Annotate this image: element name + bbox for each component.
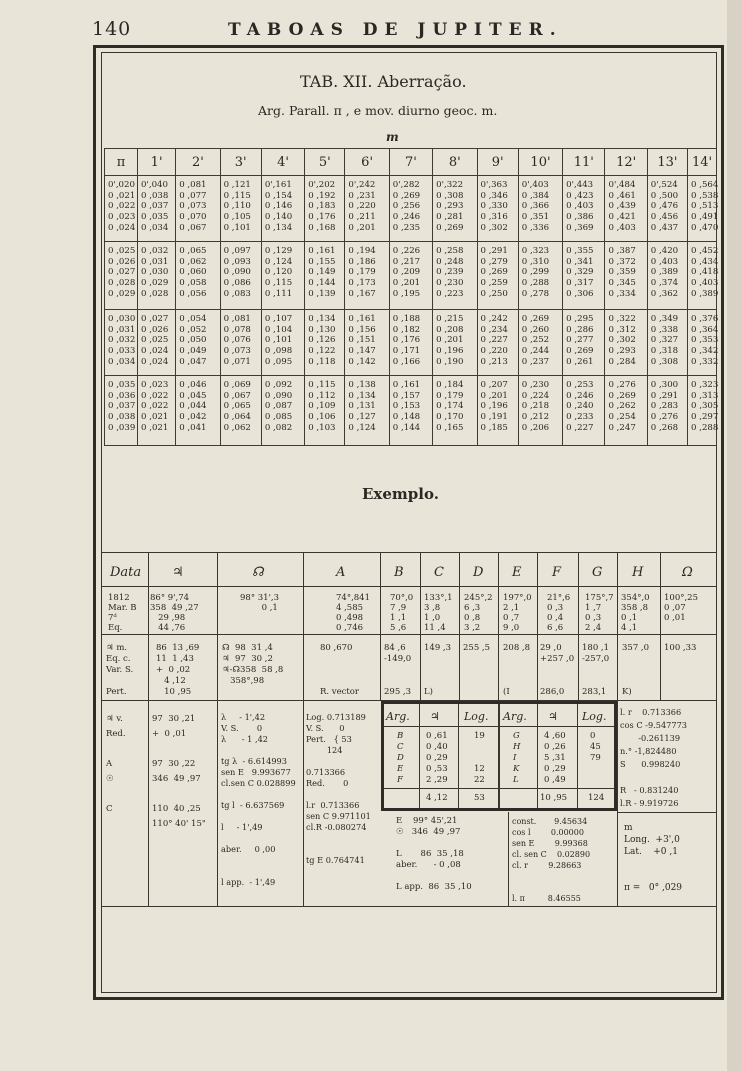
header-cell-7: 7' bbox=[389, 149, 432, 176]
table-cell: 0 ,161 0 ,157 0 ,153 0 ,148 0 ,144 bbox=[389, 376, 432, 446]
row2-e: 208 ,8 (I bbox=[503, 643, 531, 697]
table-cell: 0 ,253 0 ,246 0 ,240 0 ,233 0 ,227 bbox=[563, 376, 605, 446]
box-sum-log-right: 124 bbox=[588, 793, 605, 803]
row2-b: 84 ,6 -149,0 295 ,3 bbox=[384, 643, 412, 697]
table-cell: 0',242 0 ,231 0 ,220 0 ,211 0 ,201 bbox=[345, 176, 389, 242]
arg-box-v2 bbox=[458, 704, 459, 808]
table-cell: 0',322 0 ,308 0 ,293 0 ,281 0 ,269 bbox=[433, 176, 477, 242]
table-cell: 0 ,054 0 ,052 0 ,050 0 ,049 0 ,047 bbox=[176, 310, 220, 376]
table-cell: 0 ,115 0 ,112 0 ,109 0 ,106 0 ,103 bbox=[305, 376, 345, 446]
col-jupiter: ♃ bbox=[172, 565, 184, 580]
right-column-block: l. r 0.713366 cos C -9.547773 -0.261139 n.° -1,824480 S 0.998240 R - 0.831240 l.R - 9.919726 bbox=[620, 707, 688, 808]
row1-g: 175°,7 1 ,7 0 ,3 2 ,4 bbox=[585, 593, 614, 633]
table-cell: 0 ,069 0 ,067 0 ,065 0 ,064 0 ,062 bbox=[220, 376, 261, 446]
table-cell: 0 ,161 0 ,156 0 ,151 0 ,147 0 ,142 bbox=[345, 310, 389, 376]
arg-box-v1 bbox=[419, 704, 420, 808]
table-cell: 0 ,030 0 ,031 0 ,032 0 ,033 0 ,034 bbox=[105, 310, 138, 376]
header-cell-6: 6' bbox=[345, 149, 389, 176]
row1-e: 197°,0 2 ,1 0 ,7 9 ,0 bbox=[503, 593, 532, 633]
row2-d: 255 ,5 bbox=[463, 643, 491, 653]
row3-jupiter: 97 30 ,21 + 0 ,01 97 30 ,22 346 49 ,97 110 40 ,25 110° 40' 15" bbox=[152, 714, 206, 829]
table-cell: 0 ,420 0 ,403 0 ,389 0 ,374 0 ,362 bbox=[647, 242, 687, 310]
table-cell: 0 ,323 0 ,313 0 ,305 0 ,297 0 ,288 bbox=[688, 376, 717, 446]
table-cell: 0',161 0 ,154 0 ,146 0 ,140 0 ,134 bbox=[261, 176, 304, 242]
col-node: ☊ bbox=[252, 565, 264, 580]
row1-f: 21°,6 0 ,3 0 ,4 6 ,6 bbox=[547, 593, 571, 633]
row1-a: 74°,841 4 ,585 0 ,498 0 ,746 bbox=[336, 593, 370, 633]
table-cell: 0',020 0 ,021 0 ,022 0 ,023 0 ,024 bbox=[105, 176, 138, 242]
row2-labels: ♃ m. Eq. c. Var. S. Pert. bbox=[106, 643, 134, 697]
col-f: F bbox=[552, 565, 562, 580]
col-a: A bbox=[336, 565, 346, 580]
row3-a: Log. 0.713189 V. S. 0 Pert. { 53 124 0.713366 Red. 0 l.r 0.713366 sen C 9.971101 cl.R -0.080274 tg E 0.764741 bbox=[306, 712, 371, 865]
table-cell: 0 ,092 0 ,090 0 ,087 0 ,085 0 ,082 bbox=[261, 376, 304, 446]
box-h-log-left: Log. bbox=[464, 710, 489, 723]
table-cell: 0 ,300 0 ,291 0 ,283 0 ,276 0 ,268 bbox=[647, 376, 687, 446]
header-cell-1: 1' bbox=[138, 149, 176, 176]
box-h-arg-left: Arg. bbox=[386, 710, 410, 723]
example-vline-2 bbox=[217, 552, 218, 906]
table-cell: 0 ,323 0 ,310 0 ,299 0 ,288 0 ,278 bbox=[518, 242, 562, 310]
table-cell: 0 ,138 0 ,134 0 ,131 0 ,127 0 ,124 bbox=[345, 376, 389, 446]
box-log-left: 19 12 22 bbox=[474, 731, 485, 785]
box-h-log-right: Log. bbox=[582, 710, 607, 723]
box-h-arg-right: Arg. bbox=[503, 710, 527, 723]
row2-a: 80 ,670 R. vector bbox=[320, 643, 359, 697]
m-label: m bbox=[386, 130, 399, 144]
example-vline-9 bbox=[578, 552, 579, 700]
table-cell: 0 ,215 0 ,208 0 ,201 0 ,196 0 ,190 bbox=[433, 310, 477, 376]
header-cell-14: 14' bbox=[688, 149, 717, 176]
box-sum-jup-left: 4 ,12 bbox=[426, 793, 448, 803]
example-title: Exemplo. bbox=[362, 485, 439, 503]
lower-mid-divider bbox=[508, 812, 509, 906]
table-cell: 0 ,032 0 ,031 0 ,030 0 ,029 0 ,028 bbox=[138, 242, 176, 310]
table-cell: 0',202 0 ,192 0 ,183 0 ,176 0 ,168 bbox=[305, 176, 345, 242]
table-cell: 0 ,107 0 ,104 0 ,101 0 ,098 0 ,095 bbox=[261, 310, 304, 376]
row1-node: 98° 31',3 0 ,1 bbox=[240, 593, 280, 613]
arg-box-v5 bbox=[577, 704, 578, 808]
row1-c: 133°,1 3 ,8 1 ,0 11 ,4 bbox=[424, 593, 453, 633]
col-omega: Ω bbox=[682, 565, 693, 580]
table-cell: 0 ,269 0 ,260 0 ,252 0 ,244 0 ,237 bbox=[518, 310, 562, 376]
table-cell: 0 ,226 0 ,217 0 ,209 0 ,201 0 ,195 bbox=[389, 242, 432, 310]
table-cell: 0 ,065 0 ,062 0 ,060 0 ,058 0 ,056 bbox=[176, 242, 220, 310]
box-h-jup-left: ♃ bbox=[430, 710, 440, 723]
box-args-right: G H I K L bbox=[513, 731, 521, 785]
header-cell-13: 13' bbox=[647, 149, 687, 176]
table-cell: 0',040 0 ,038 0 ,037 0 ,035 0 ,034 bbox=[138, 176, 176, 242]
table-cell: 0 ,027 0 ,026 0 ,025 0 ,024 0 ,024 bbox=[138, 310, 176, 376]
example-vline-5 bbox=[420, 552, 421, 700]
row1-d: 245°,2 6 ,3 0 ,8 3 ,2 bbox=[464, 593, 493, 633]
table-cell: 0 ,129 0 ,124 0 ,120 0 ,115 0 ,111 bbox=[261, 242, 304, 310]
table-cell: 0 ,081 0 ,078 0 ,076 0 ,073 0 ,071 bbox=[220, 310, 261, 376]
table-cell: 0 ,452 0 ,434 0 ,418 0 ,403 0 ,389 bbox=[688, 242, 717, 310]
example-vline-6 bbox=[459, 552, 460, 700]
example-vline-10 bbox=[617, 552, 618, 906]
table-cell: 0 ,161 0 ,155 0 ,149 0 ,144 0 ,139 bbox=[305, 242, 345, 310]
table-header-row bbox=[105, 149, 717, 176]
row2-f: 29 ,0 +257 ,0 286,0 bbox=[540, 643, 575, 697]
col-c: C bbox=[434, 565, 444, 580]
header-cell-2: 2' bbox=[176, 149, 220, 176]
table-cell: 0',443 0 ,423 0 ,403 0 ,386 0 ,369 bbox=[563, 176, 605, 242]
table-cell: 0 ,230 0 ,224 0 ,218 0 ,212 0 ,206 bbox=[518, 376, 562, 446]
col-g: G bbox=[592, 565, 603, 580]
table-cell: 0 ,134 0 ,130 0 ,126 0 ,122 0 ,118 bbox=[305, 310, 345, 376]
right-column-rule bbox=[617, 812, 716, 813]
table-title: TAB. XII. Aberração. bbox=[300, 72, 467, 91]
table-cell: 0 ,207 0 ,201 0 ,196 0 ,191 0 ,185 bbox=[477, 376, 518, 446]
table-block-row bbox=[105, 242, 717, 310]
table-cell: 0',403 0 ,384 0 ,366 0 ,351 0 ,336 bbox=[518, 176, 562, 242]
row1-data: 1812 Mar. B 7ᵈ Eq. bbox=[108, 593, 137, 633]
example-vline-11 bbox=[660, 552, 661, 700]
table-cell: 0',363 0 ,346 0 ,330 0 ,316 0 ,302 bbox=[477, 176, 518, 242]
table-cell: 0',524 0 ,500 0 ,476 0 ,456 0 ,437 bbox=[647, 176, 687, 242]
aberration-table bbox=[104, 148, 717, 446]
table-cell: 0 ,188 0 ,182 0 ,176 0 ,171 0 ,166 bbox=[389, 310, 432, 376]
row3-labels: ♃ v. Red. Α ☉ C bbox=[106, 714, 126, 814]
table-cell: 0 ,046 0 ,045 0 ,044 0 ,042 0 ,041 bbox=[176, 376, 220, 446]
box-sum-log-left: 53 bbox=[474, 793, 485, 803]
table-cell: 0 ,376 0 ,364 0 ,353 0 ,342 0 ,332 bbox=[688, 310, 717, 376]
row2-node: ☊ 98 31 ,4 ♃ 97 30 ,2 ♃-☊358 58 ,8 358°,98 bbox=[222, 643, 284, 686]
example-vline-4 bbox=[380, 552, 381, 700]
table-cell: 0 ,322 0 ,312 0 ,302 0 ,293 0 ,284 bbox=[605, 310, 647, 376]
row2-h: 357 ,0 K) bbox=[622, 643, 650, 697]
example-vline-8 bbox=[537, 552, 538, 700]
table-cell: 0 ,081 0 ,077 0 ,073 0 ,070 0 ,067 bbox=[176, 176, 220, 242]
arg-box-v3 bbox=[498, 704, 500, 808]
box-jup-right: 4 ,60 0 ,26 5 ,31 0 ,29 0 ,49 bbox=[544, 731, 566, 785]
table-cell: 0',484 0 ,461 0 ,439 0 ,421 0 ,403 bbox=[605, 176, 647, 242]
table-cell: 0 ,023 0 ,022 0 ,022 0 ,021 0 ,021 bbox=[138, 376, 176, 446]
row2-jupiter: 86 13 ,69 11 1 ,43 + 0 ,02 4 ,12 10 ,95 bbox=[156, 643, 200, 697]
col-e: E bbox=[512, 565, 522, 580]
col-b: B bbox=[394, 565, 404, 580]
row1-b: 70°,0 7 ,9 1 ,1 5 ,6 bbox=[390, 593, 414, 633]
header-cell-9: 9' bbox=[477, 149, 518, 176]
example-top-rule bbox=[102, 552, 716, 553]
book-gutter bbox=[727, 0, 741, 1071]
header-cell-0: π bbox=[105, 149, 138, 176]
box-log-right: 0 45 79 bbox=[590, 731, 601, 763]
row1-h: 354°,0 358 ,8 0 ,1 4 ,1 bbox=[621, 593, 650, 633]
col-d: D bbox=[473, 565, 484, 580]
header-cell-8: 8' bbox=[433, 149, 477, 176]
table-cell: 0 ,184 0 ,179 0 ,174 0 ,170 0 ,165 bbox=[433, 376, 477, 446]
box-args-left: B C D E F bbox=[397, 731, 404, 785]
table-cell: 0 ,291 0 ,279 0 ,269 0 ,259 0 ,250 bbox=[477, 242, 518, 310]
table-cell: 0 ,035 0 ,036 0 ,037 0 ,038 0 ,039 bbox=[105, 376, 138, 446]
header-cell-5: 5' bbox=[305, 149, 345, 176]
header-cell-11: 11' bbox=[563, 149, 605, 176]
header-cell-4: 4' bbox=[261, 149, 304, 176]
arg-box-v4 bbox=[537, 704, 538, 808]
table-cell: 0 ,242 0 ,234 0 ,227 0 ,220 0 ,213 bbox=[477, 310, 518, 376]
table-argument: Arg. Parall. π , e mov. diurno geoc. m. bbox=[258, 103, 498, 118]
table-cell: 0 ,194 0 ,186 0 ,179 0 ,173 0 ,167 bbox=[345, 242, 389, 310]
col-h: H bbox=[632, 565, 644, 580]
table-cell: 0 ,295 0 ,286 0 ,277 0 ,269 0 ,261 bbox=[563, 310, 605, 376]
row2-omega: 100 ,33 bbox=[664, 643, 697, 653]
example-bottom-rule bbox=[102, 906, 716, 907]
table-cell: 0 ,025 0 ,026 0 ,027 0 ,028 0 ,029 bbox=[105, 242, 138, 310]
m-box: m Long. +3',0 Lat. +0 ,1 π = 0° ,029 bbox=[624, 823, 683, 893]
row3-node: λ - 1',42 V. S. 0 λ - 1 ,42 tg λ - 6.614993 sen E 9.993677 cl.sen C 0.028899 tg l - 6.637569 l - 1',49 aber. 0 ,00 l app. - 1',49 bbox=[221, 712, 296, 887]
table-cell: 0 ,387 0 ,372 0 ,359 0 ,345 0 ,334 bbox=[605, 242, 647, 310]
table-cell: 0',282 0 ,269 0 ,256 0 ,246 0 ,235 bbox=[389, 176, 432, 242]
example-vline-7 bbox=[498, 552, 499, 700]
example-row1-rule bbox=[102, 634, 716, 635]
running-title: TABOAS DE JUPITER. bbox=[228, 20, 563, 40]
example-vline-3 bbox=[303, 552, 304, 906]
box-jup-left: 0 ,61 0 ,40 0 ,29 0 ,53 2 ,29 bbox=[426, 731, 448, 785]
row1-jupiter: 86° 9',74 358 49 ,27 29 ,98 44 ,76 bbox=[150, 593, 199, 633]
row1-omega: 100°,25 0 ,07 0 ,01 bbox=[664, 593, 698, 623]
header-cell-12: 12' bbox=[605, 149, 647, 176]
box-sum-jup-right: 10 ,95 bbox=[540, 793, 568, 803]
header-cell-10: 10' bbox=[518, 149, 562, 176]
table-cell: 0 ,564 0 ,538 0 ,513 0 ,491 0 ,470 bbox=[688, 176, 717, 242]
example-vline-1 bbox=[148, 552, 149, 906]
box-h-jup-right: ♃ bbox=[548, 710, 558, 723]
lower-right-block: const. 9.45634 cos l 0.00000 sen E 9.99368 cl. sen C 0.02890 cl. r 9.28663 l. π 8.46555 bbox=[512, 817, 591, 903]
table-cell: 0 ,349 0 ,338 0 ,327 0 ,318 0 ,308 bbox=[647, 310, 687, 376]
table-cell: 0 ,258 0 ,248 0 ,239 0 ,230 0 ,223 bbox=[433, 242, 477, 310]
table-cell: 0 ,097 0 ,093 0 ,090 0 ,086 0 ,083 bbox=[220, 242, 261, 310]
col-data: Data bbox=[110, 565, 142, 580]
page-number: 140 bbox=[92, 18, 132, 40]
example-header-rule bbox=[102, 586, 716, 587]
table-block-row bbox=[105, 176, 717, 242]
table-cell: 0 ,121 0 ,115 0 ,110 0 ,105 0 ,101 bbox=[220, 176, 261, 242]
table-block-row bbox=[105, 376, 717, 446]
row2-c: 149 ,3 L) bbox=[424, 643, 452, 697]
lower-middle-block: E 99° 45',21 ☉ 346 49 ,97 L 86 35 ,18 aber. - 0 ,08 L app. 86 35 ,10 bbox=[396, 816, 472, 892]
row2-g: 180 ,1 -257,0 283,1 bbox=[582, 643, 610, 697]
header-cell-3: 3' bbox=[220, 149, 261, 176]
table-cell: 0 ,276 0 ,269 0 ,262 0 ,254 0 ,247 bbox=[605, 376, 647, 446]
table-cell: 0 ,355 0 ,341 0 ,329 0 ,317 0 ,306 bbox=[563, 242, 605, 310]
table-block-row bbox=[105, 310, 717, 376]
